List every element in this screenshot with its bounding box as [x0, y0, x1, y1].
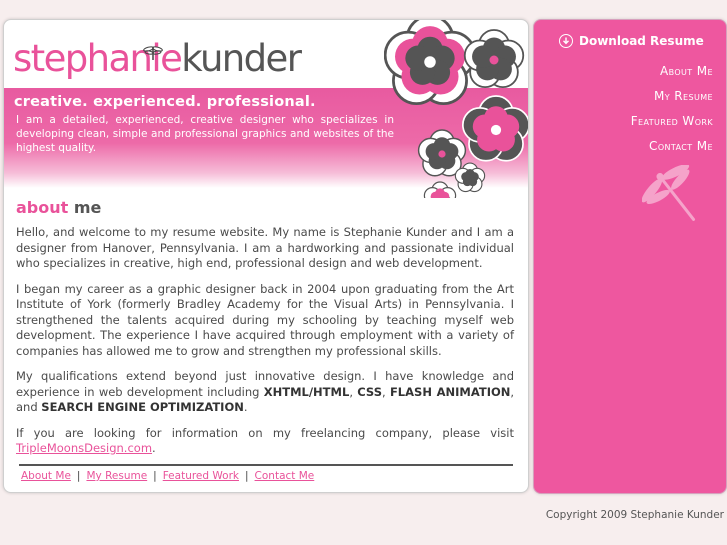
skill-flash: FLASH ANIMATION	[389, 384, 511, 399]
logo-last-name: kunder	[181, 37, 301, 80]
paragraph-2: I began my career as a graphic designer back in 2004 upon graduating from the Art Institute of York (formerly Bradley Academy for the Visual Arts) in Pennsylvania. I strengthened the talents acquired during my schooling by teaching myself web development. The experience I have acquired through employment with a variety of companies has allowed me to grow and strengthen my professional skills.	[16, 281, 514, 358]
sidebar-item-work[interactable]: Featured Work	[630, 114, 713, 128]
paragraph-3	[16, 369, 514, 416]
footer-separator: |	[245, 470, 249, 482]
period: .	[152, 441, 156, 455]
sidebar-item-contact[interactable]: Contact Me	[649, 139, 713, 153]
footer-link-about[interactable]: About Me	[21, 470, 71, 482]
footer-link-contact[interactable]: Contact Me	[254, 470, 315, 482]
skill-css: CSS	[357, 384, 382, 399]
flowers-decoration-icon	[384, 20, 528, 198]
comma: ,	[349, 384, 358, 399]
copyright: Copyright 2009 Stephanie Kunder	[545, 509, 724, 521]
footer-link-work[interactable]: Featured Work	[162, 470, 239, 482]
sidebar	[533, 19, 727, 494]
period: .	[243, 400, 248, 414]
sidebar-item-resume[interactable]: My Resume	[654, 89, 713, 103]
logo-first-name: stephanie	[13, 37, 182, 80]
paragraph-4	[16, 426, 514, 457]
dragonfly-icon	[642, 165, 710, 229]
download-resume-label: Download Resume	[579, 34, 704, 48]
site-logo[interactable]	[13, 34, 300, 84]
triplemoons-link[interactable]: TripleMoonsDesign.com	[16, 441, 153, 455]
footer-separator: |	[153, 470, 157, 482]
footer-nav	[21, 470, 314, 482]
conjunction: , and	[16, 384, 515, 414]
dragonfly-icon	[143, 45, 163, 61]
paragraph-1: Hello, and welcome to my resume website. My name is Stephanie Kunder and I am a designer from Hanover, Pennsylvania. I am a hardworking and passionate individual who specializes in creative, high end, professional design and web development.	[16, 225, 514, 270]
skill-xhtml: XHTML/HTML	[263, 384, 350, 399]
paragraph-4-text: If you are looking for information on my freelancing company, please visit	[16, 425, 514, 440]
paragraph-3-text: My qualifications extend beyond just innovative design. I have knowledge and experience in web development including	[16, 369, 514, 399]
section-heading	[16, 198, 514, 217]
sidebar-nav	[631, 63, 713, 163]
comma: ,	[381, 384, 390, 399]
footer-link-resume[interactable]: My Resume	[86, 470, 148, 482]
download-icon	[559, 34, 573, 48]
about-content	[16, 198, 514, 467]
download-resume-button[interactable]	[559, 34, 704, 48]
footer-separator: |	[76, 470, 81, 482]
heading-about: about	[16, 198, 69, 217]
skill-seo: SEARCH ENGINE OPTIMIZATION	[41, 400, 244, 414]
footer-divider	[19, 464, 513, 466]
main-panel	[3, 19, 529, 493]
tagline: creative. experienced. professional.	[14, 94, 316, 110]
heading-me: me	[73, 198, 102, 217]
sidebar-item-about[interactable]: About Me	[659, 64, 713, 78]
intro-text: I am a detailed, experienced, creative designer who specializes in developing clean, simple and professional graphics and websites of the highest quality.	[16, 114, 394, 154]
